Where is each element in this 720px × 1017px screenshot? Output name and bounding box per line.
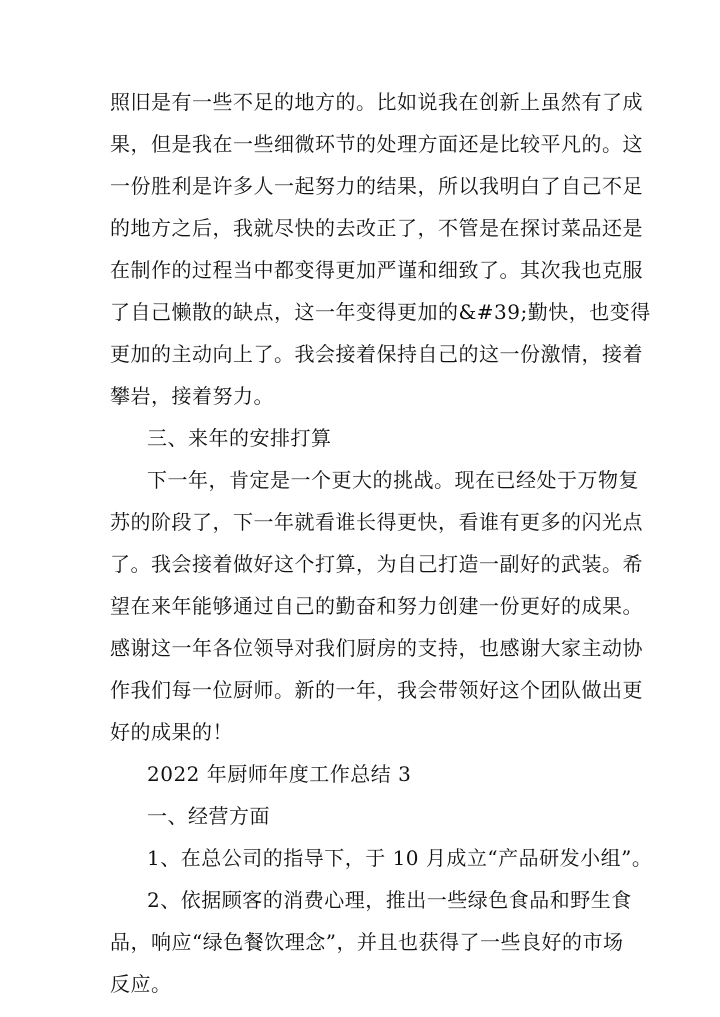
document-subtitle: 2022 年厨师年度工作总结 3 [147, 762, 412, 786]
paragraph-line: 的地方之后，我就尽快的去改正了，不管是在探讨菜品还是 [110, 216, 643, 240]
paragraph-line: 反应。 [110, 972, 172, 996]
list-item: 2、依据顾客的消费心理，推出一些绿色食品和野生食 [147, 888, 632, 912]
paragraph-line: 了自己懒散的缺点，这一年变得更加的&#39;勤快，也变得 [110, 300, 651, 324]
list-item: 1、在总公司的指导下，于 10 月成立“产品研发小组”。 [147, 846, 653, 870]
paragraph-line: 一份胜利是许多人一起努力的结果，所以我明白了自己不足 [110, 174, 643, 198]
section-heading: 一、经营方面 [147, 804, 270, 828]
paragraph-line: 果，但是我在一些细微环节的处理方面还是比较平凡的。这 [110, 132, 643, 156]
paragraph-line: 更加的主动向上了。我会接着保持自己的这一份激情，接着 [110, 342, 643, 366]
paragraph-line: 好的成果的！ [110, 720, 233, 744]
paragraph-line: 品，响应“绿色餐饮理念”，并且也获得了一些良好的市场 [110, 930, 624, 954]
paragraph-line: 攀岩，接着努力。 [110, 384, 274, 408]
paragraph-line: 照旧是有一些不足的地方的。比如说我在创新上虽然有了成 [110, 90, 643, 114]
paragraph-line: 苏的阶段了，下一年就看谁长得更快，看谁有更多的闪光点 [110, 510, 643, 534]
paragraph-line: 望在来年能够通过自己的勤奋和努力创建一份更好的成果。 [110, 594, 643, 618]
paragraph-line: 下一年，肯定是一个更大的挑战。现在已经处于万物复 [147, 468, 639, 492]
paragraph-line: 感谢这一年各位领导对我们厨房的支持，也感谢大家主动协 [110, 636, 643, 660]
paragraph-line: 作我们每一位厨师。新的一年，我会带领好这个团队做出更 [110, 678, 643, 702]
paragraph-line: 了。我会接着做好这个打算，为自己打造一副好的武装。希 [110, 552, 643, 576]
section-heading: 三、来年的安排打算 [147, 426, 332, 450]
paragraph-line: 在制作的过程当中都变得更加严谨和细致了。其次我也克服 [110, 258, 643, 282]
